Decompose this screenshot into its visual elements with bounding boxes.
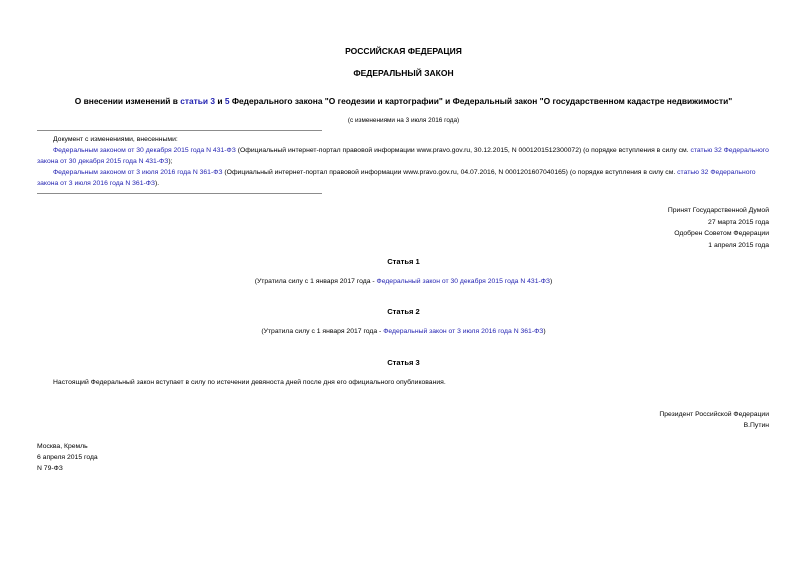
change-end-431: ); [168,158,173,165]
change-link-article-32-361b[interactable]: Федерального закона от 3 июля 2016 года N 361-ФЗ [37,169,756,187]
change-item-2 [37,167,770,189]
change-link-article-32-431a[interactable]: статью 32 [690,147,722,154]
title-text-3: Федерального закона "О геодезии и картографии" и Федеральный закон "О государственном кадастре недвижимости" [229,96,733,106]
document-subtitle: (с изменениями на 3 июля 2016 года) [347,117,460,124]
adoption-duma-date: 27 марта 2015 года [708,218,769,226]
change-text-431: (Официальный интернет-портал правовой информации www.pravo.gov.ru, 30.12.2015, N 0001201512300072) (о порядке вступления в силу см. [235,147,691,154]
adoption-council-date: 1 апреля 2015 года [708,241,769,249]
article-1-link[interactable]: Федеральный закон от 30 декабря 2015 года N 431-ФЗ [376,278,551,285]
changes-bottom-divider [37,193,322,194]
change-link-article-32-431b[interactable]: Федерального закона от 30 декабря 2015 года N 431-ФЗ [37,147,769,165]
article-2-text [0,326,807,337]
title-text-2: и [215,96,225,106]
signature-position: Президент Российской Федерации [659,411,769,418]
signature-block [469,409,769,431]
change-item-1 [37,145,770,167]
title-text-1: О внесении изменений в [74,96,181,106]
article-2-heading: Статья 2 [387,307,420,316]
title-link-article-3[interactable]: статьи 3 [180,96,216,106]
article-1-heading: Статья 1 [387,257,420,266]
adoption-duma: Принят Государственной Думой [667,207,769,214]
footer-date: 6 апреля 2015 года [37,454,98,461]
changes-heading: Документ с изменениями, внесенными: [53,136,178,143]
article-2-suffix: ) [543,328,546,335]
article-2-link[interactable]: Федеральный закон от 3 июля 2016 года N 361-ФЗ [383,328,544,335]
footer-number: N 79-ФЗ [37,465,63,472]
article-3-heading: Статья 3 [387,358,420,367]
footer-place: Москва, Кремль [37,443,88,450]
article-2-prefix: (Утратила силу с 1 января 2017 года - [261,328,384,335]
adoption-block [469,205,769,251]
article-1-prefix: (Утратила силу с 1 января 2017 года - [254,278,377,285]
changes-top-divider [37,130,322,131]
footer-block [37,441,337,474]
article-1-suffix: ) [550,278,553,285]
country-heading: РОССИЙСКАЯ ФЕДЕРАЦИЯ [345,46,462,56]
change-text-361: (Официальный интернет-портал правовой информации www.pravo.gov.ru, 04.07.2016, N 0001201607040165) (о порядке вступления в силу см. [222,169,678,176]
change-link-361[interactable]: Федеральным законом от 3 июля 2016 года N 361-ФЗ [53,169,223,176]
law-type-heading: ФЕДЕРАЛЬНЫЙ ЗАКОН [353,68,454,78]
change-link-article-32-361a[interactable]: статью 32 [677,169,709,176]
changes-block [37,134,770,189]
change-end-361: ). [155,180,160,187]
title-link-article-5[interactable]: 5 [224,96,230,106]
change-link-431[interactable]: Федеральным законом от 30 декабря 2015 года N 431-ФЗ [53,147,236,154]
signature-name: В.Путин [743,422,769,429]
article-3-text: Настоящий Федеральный закон вступает в силу по истечении девяноста дней после дня его официального опубликования. [53,379,446,386]
document-title [0,96,807,106]
article-1-text [0,276,807,287]
adoption-council: Одобрен Советом Федерации [674,230,769,237]
